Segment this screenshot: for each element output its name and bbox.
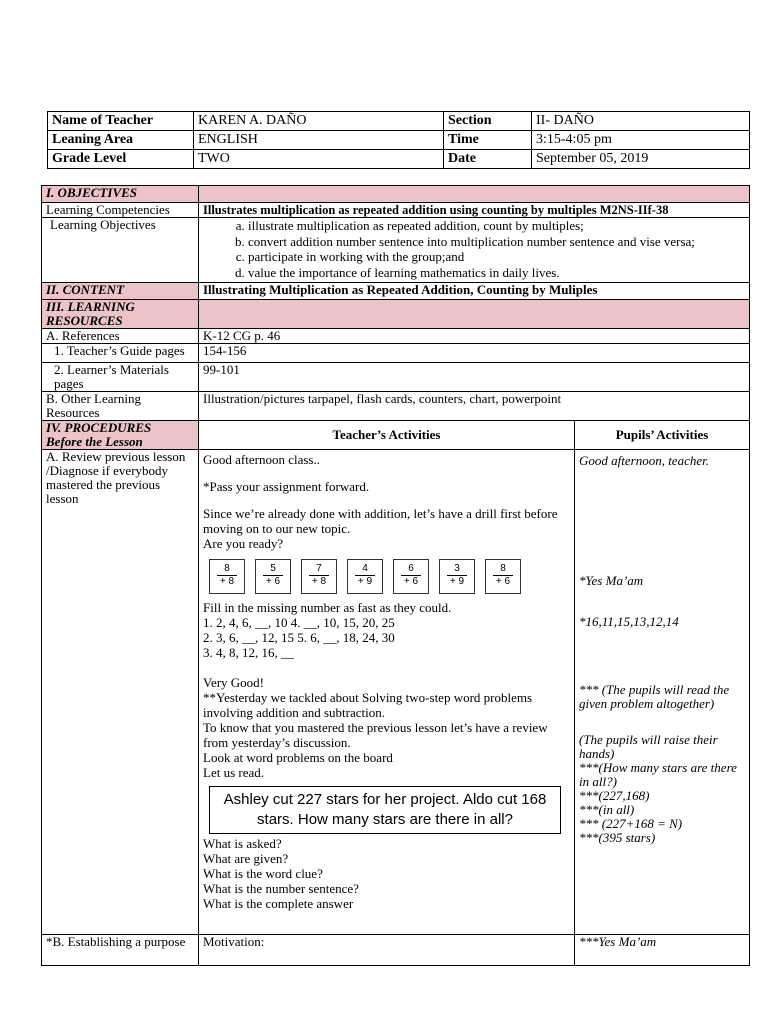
flash-card: 8 + 6 [485,559,521,594]
objectives-list-cell [199,218,750,283]
flash-cards [209,559,570,594]
competencies-label: Learning Competencies [42,203,199,218]
teacher-activities-cell [199,450,575,935]
question: What is the complete answer [203,896,354,911]
resources-heading-fill [199,300,750,329]
teacher-label: Name of Teacher [48,112,194,131]
date-label: Date [444,150,532,169]
question: What is the word clue? [203,866,323,881]
area-value: ENGLISH [194,131,444,150]
read-instruction: Let us read. [203,765,265,780]
content-heading: II. CONTENT [42,283,199,300]
flash-card: 7 + 8 [301,559,337,594]
motivation-text: Motivation: [199,935,575,966]
tg-value: 154-156 [199,344,750,363]
sequence-line: 1. 2, 4, 6, __, 10 4. __, 10, 15, 20, 25 [203,615,395,630]
grade-label: Grade Level [48,150,194,169]
flash-card: 5 + 6 [255,559,291,594]
pupil-response: ***(227,168) [579,788,650,803]
lesson-header-table [47,111,750,169]
objectives-heading-fill [199,186,750,203]
review-label: A. Review previous lesson /Diagnose if everybody mastered the previous lesson [42,450,199,935]
area-label: Leaning Area [48,131,194,150]
grade-value: TWO [194,150,444,169]
teacher-column-header: Teacher’s Activities [199,421,575,450]
flash-card: 3 + 9 [439,559,475,594]
pupil-response: (The pupils will raise their hands) [579,732,718,761]
pupil-greeting: Good afternoon, teacher. [579,453,709,468]
resources-heading: III. LEARNING RESOURCES [42,300,199,329]
drill-intro: Since we’re already done with addition, let’s have a drill first before moving on to our new topic. [203,506,558,536]
flash-card: 4 + 9 [347,559,383,594]
pupil-activities-cell [575,450,750,935]
pupil-response: *** (The pupils will read the given problem altogether) [579,682,730,711]
flash-card: 8 + 8 [209,559,245,594]
other-resources-value: Illustration/pictures tarpapel, flash cards, counters, chart, powerpoint [199,392,750,421]
other-resources-label: B. Other Learning Resources [42,392,199,421]
procedures-subtitle: Before the Lesson [46,434,143,449]
assignment-instruction: *Pass your assignment forward. [203,479,370,494]
review-intro: To know that you mastered the previous lesson let’s have a review from yesterday’s discussion. [203,720,548,750]
objective-item: b. convert addition number sentence into multiplication number sentence and vise versa; [248,234,745,250]
tg-label: 1. Teacher’s Guide pages [42,344,199,363]
competencies-value: Illustrates multiplication as repeated addition using counting by multiples M2NS-IIf-38 [199,203,750,218]
board-instruction: Look at word problems on the board [203,750,393,765]
pupil-answers: *16,11,15,13,12,14 [579,614,679,629]
teacher-value: KAREN A. DAÑO [194,112,444,131]
objective-item: a. illustrate multiplication as repeated addition, count by multiples; [248,218,745,234]
question: What is the number sentence? [203,881,359,896]
references-label: A. References [42,329,199,344]
pupil-response: ***Yes Ma’am [575,935,750,966]
flash-card: 6 + 6 [393,559,429,594]
praise: Very Good! [203,675,265,690]
pupil-response: *Yes Ma’am [579,573,644,588]
references-value: K-12 CG p. 46 [199,329,750,344]
time-value: 3:15-4:05 pm [532,131,750,150]
pupil-response: ***(in all) [579,802,635,817]
procedures-heading [42,421,199,450]
word-problem-box: Ashley cut 227 stars for her project. Aldo cut 168 stars. How many stars are there in all? [209,786,561,834]
pupil-response: ***(How many stars are there in all?) [579,760,737,789]
ready-question: Are you ready? [203,536,284,551]
question: What are given? [203,851,289,866]
procedures-title: IV. PROCEDURES [46,420,152,435]
pupil-response: ***(395 stars) [579,830,656,845]
objectives-label: Learning Objectives [42,218,199,283]
content-value: Illustrating Multiplication as Repeated Addition, Counting by Muliples [199,283,750,300]
purpose-label: *B. Establishing a purpose [42,935,199,966]
fill-instruction: Fill in the missing number as fast as they could. [203,600,452,615]
section-label: Section [444,112,532,131]
lm-value: 99-101 [199,363,750,392]
objectives-heading: I. OBJECTIVES [42,186,199,203]
question: What is asked? [203,836,282,851]
time-label: Time [444,131,532,150]
sequence-line: 3. 4, 8, 12, 16, __ [203,645,294,660]
objective-item: d. value the importance of learning mathematics in daily lives. [248,265,745,281]
objectives-list [203,218,745,280]
greeting: Good afternoon class.. [203,452,320,467]
pupil-response: *** (227+168 = N) [579,816,683,831]
sequence-line: 2. 3, 6, __, 12, 15 5. 6, __, 18, 24, 30 [203,630,395,645]
yesterday-recap: **Yesterday we tackled about Solving two-step word problems involving addition and subtraction. [203,690,533,720]
date-value: September 05, 2019 [532,150,750,169]
pupil-column-header: Pupils’ Activities [575,421,750,450]
objective-item: c. participate in working with the group;and [248,249,745,265]
section-value: II- DAÑO [532,112,750,131]
lm-label: 2. Learner’s Materials pages [42,363,199,392]
lesson-plan-table [41,185,750,966]
